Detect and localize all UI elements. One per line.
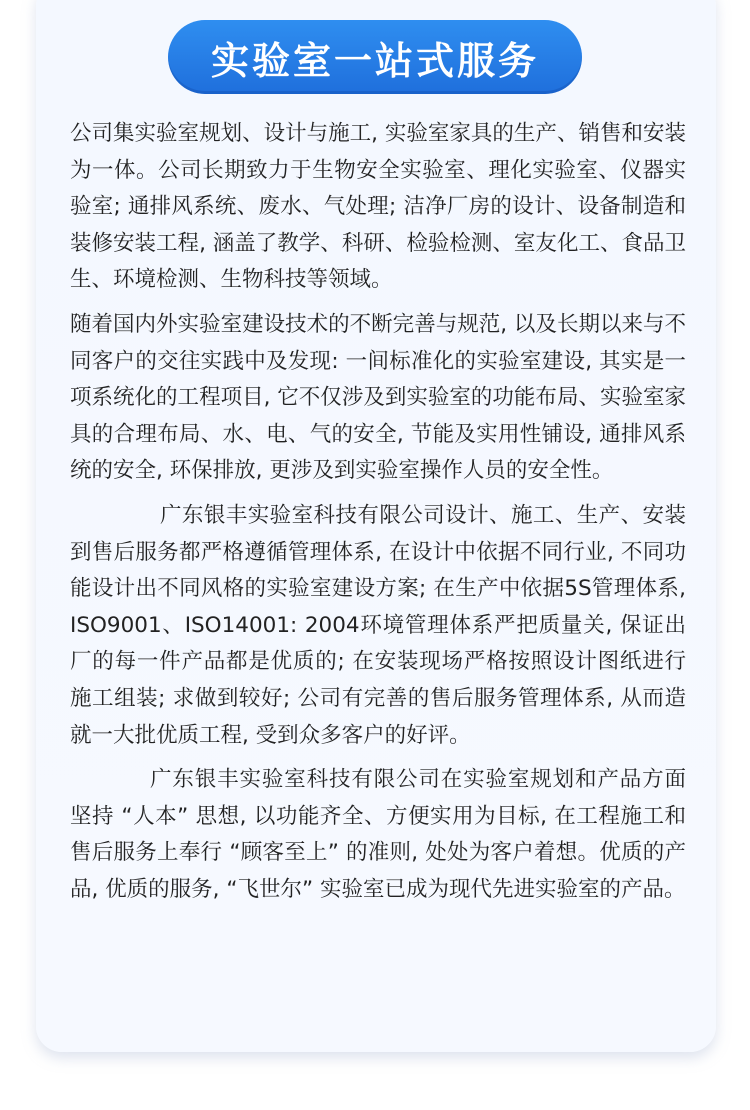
paragraph-company-intro: 公司集实验室规划、设计与施工, 实验室家具的生产、销售和安装为一体。公司长期致力于生物安全实验室、理化实验室、仪器实验室; 通排风系统、废水、气处理; 洁净厂房的设计、设备制造和装修安装工程, 涵盖了教学、科研、检验检测、室友化工、食品卫生、环境检测、生物科技等领域。	[70, 121, 686, 293]
paragraph-service-philosophy: 广东银丰实验室科技有限公司在实验室规划和产品方面坚持 “人本” 思想, 以功能齐全、方便实用为目标, 在工程施工和售后服务上奉行 “顾客至上” 的准则, 处处为客户着想。优质的产品, 优质的服务, “飞世尔” 实验室已成为现代先进实验室的产品。	[70, 767, 686, 902]
paragraph-management-system: 广东银丰实验室科技有限公司设计、施工、生产、安装到售后服务都严格遵循管理体系, 在设计中依据不同行业, 不同功能设计出不同风格的实验室建设方案; 在生产中依据5S管理体系, ISO9001、ISO14001: 2004环境管理体系严把质量关, 保证出厂的每一件产品都是优质的; 在安装现场严格按照设计图纸进行施工组装; 求做到较好; 公司有完善的售后服务管理体系, 从而造就一大批优质工程, 受到众多客户的好评。	[70, 502, 686, 748]
section-title: 实验室一站式服务	[210, 38, 539, 83]
paragraph-lab-construction: 随着国内外实验室建设技术的不断完善与规范, 以及长期以来与不同客户的交往实践中及发现: 一间标准化的实验室建设, 其实是一项系统化的工程项目, 它不仅涉及到实验室的功能布局、实验室家具的合理布局、水、电、气的安全, 节能及实用性铺设, 通排风系统的安全, 环保排放, 更涉及到实验室操作人员的安全性。	[70, 311, 686, 484]
section-banner	[168, 20, 582, 94]
article-body	[70, 116, 686, 916]
